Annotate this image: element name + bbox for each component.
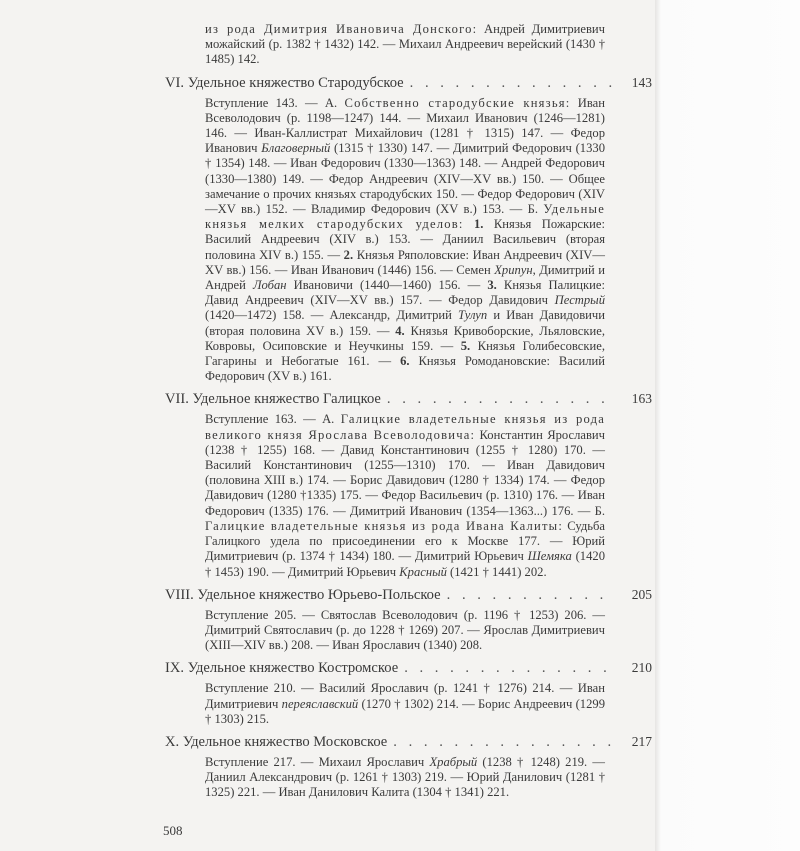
section-entry [205,412,605,579]
spaced-heading-text: из рода Димитрия Ивановича Донского: [205,22,478,36]
spaced-heading-text: Удельные князья мелких стародубских уделов: [205,202,605,232]
toc-page [160,0,652,851]
italic-epithet: Храбрый [429,754,478,769]
book-gutter [655,0,800,851]
entry-text: и Иван Давидовичи (вторая половина XV в.) 159. — [205,308,605,338]
section-title: VI. Удельное княжество Стародубское [165,74,404,91]
subsection-number: 1. [474,217,484,232]
section-heading [165,659,652,677]
entry-text: , Димитрий и Андрей [205,262,605,293]
entry-text: Вступление 210. — Василий Ярославич (р. 1241 † 1276) 214. — Иван Димитриевич [205,681,605,711]
entry-text: Константин Ярославич (1238 † 1255) 168. — Давид Константинович (1255 † 1280) 170. — Василий Константинович (1255—1310) 170. — Иван Давидович (половина XIII в.) 174. — Борис Давидович (1280 † 1334) 174. — Федор Давидович (1280 †1335) 175. — Федор Васильевич (р. 1310) 176. — Иван Федорович (1335) 176. — Димитрий Иванович (1354—1363...) 176. — Б. [205,427,605,518]
leader-dots [447,587,614,604]
entry-text: Андрей Димитриевич можайский (р. 1382 † 1432) 142. — Михаил Андреевич верейский (1430 † 1485) 142. [205,22,605,67]
section-heading [165,390,652,408]
italic-epithet: Шемяка [527,549,572,564]
section-page: 210 [631,660,652,676]
entry-text: Ивановичи (1440—1460) 156. — [286,278,488,293]
section-title: VII. Удельное княжество Галицкое [165,391,381,408]
section-entry [205,755,605,801]
leader-dots [404,660,614,677]
leader-dots [393,734,614,751]
italic-epithet: Тулуп [458,308,488,323]
section-page: 163 [631,391,652,407]
entry-text: Вступление 163. — А. [205,412,341,427]
section-page: 217 [631,733,652,749]
section-entry [205,608,605,654]
spaced-heading-text: Галицкие владетельные князья из рода Ивана Калиты: [205,518,564,533]
entry-text: (1270 † 1302) 214. — Борис Андреевич (1299 † 1303) 215. [205,696,605,726]
section-heading [165,733,652,751]
entry-text [464,217,474,231]
continuation-entry [205,22,605,68]
italic-epithet: переяславский [281,696,359,711]
entry-text: Судьба Галицкого удела по присоединении его к Москве 177. — Юрий Димитриевич (р. 1374 † 1434) 180. — Димитрий Юрьевич [205,518,605,564]
leader-dots [387,391,614,408]
entry-text: Иван Всеволодович (р. 1198—1247) 144. — Михаил Иванович (1246—1281) 146. — Иван-Каллистрат Михайлович (1281 † 1315) 147. — Федор Иванович [205,95,605,156]
entry-text: (1238 † 1248) 219. — Даниил Александрович (р. 1261 † 1303) 219. — Юрий Данилович (1281 † 1325) 221. — Иван Данилович Калита (1304 † 1341) 221. [205,754,606,800]
entry-text: (1315 † 1330) 147. — Димитрий Федорович (1330 † 1354) 148. — Иван Федорович (1330—1363) 148. — Андрей Федорович (1330—1380) 149. — Федор Андреевич (XIV—XV вв.) 150. — Общее замечание о прочих князьях стародубских 150. — Федор Федорович (XIV—XV вв.) 152. — Владимир Федорович (XV в.) 153. — Б. [205,141,605,217]
section-entry [205,681,605,727]
section-title: X. Удельное княжество Московское [165,733,388,750]
italic-epithet: Благоверный [261,141,331,156]
spaced-heading-text: Галицкие владетельные князья из рода великого князя Ярослава Всеволодовича: [205,412,605,442]
italic-epithet: Лобан [252,278,287,293]
section-page: 143 [631,74,652,90]
entry-text: (1420 † 1453) 190. — Димитрий Юрьевич [205,549,605,579]
entry-text: Князья Голибесовские, Гагарины и Небогатые 161. — [205,338,605,369]
section-heading [165,586,652,604]
entry-text: (1421 † 1441) 202. [446,564,547,579]
page-number: 508 [163,822,183,838]
section-title: IX. Удельное княжество Костромское [165,660,399,677]
spaced-heading-text: Собственно стародубские князья: [344,95,571,110]
section-page: 205 [631,586,652,602]
entry-text: Вступление 143. — А. [205,95,345,110]
subsection-number: 5. [460,338,471,353]
italic-epithet: Пестрый [554,293,605,308]
section-entry [205,96,605,385]
subsection-number: 3. [487,278,497,293]
section-title: VIII. Удельное княжество Юрьево-Польское [165,586,441,603]
entry-text: (1420—1472) 158. — Александр, Димитрий [205,308,459,323]
subsection-number: 2. [343,247,354,262]
italic-epithet: Красный [399,564,447,579]
subsection-number: 4. [395,323,405,338]
entry-text: Князья Ряполовские: Иван Андреевич (XIV—XV вв.) 156. — Иван Иванович (1446) 156. — Семен [205,247,605,277]
toc-sections [160,74,652,801]
entry-text: Князья Ромодановские: Василий Федорович (XV в.) 161. [205,354,605,384]
entry-text: Вступление 205. — Святослав Всеволодович (р. 1196 † 1253) 206. — Димитрий Святославич (р. до 1228 † 1269) 207. — Ярослав Димитриевич (XIII—XIV вв.) 208. — Иван Ярославич (1340) 208. [205,607,605,653]
entry-text: Князья Пожарские: Василий Андреевич (XIV в.) 153. — Даниил Васильевич (вторая половина XIV в.) 155. — [205,217,605,262]
italic-epithet: Хрипун [494,262,533,277]
entry-text: Вступление 217. — Михаил Ярославич [205,754,430,769]
leader-dots [410,75,614,92]
entry-text: Князья Кривоборские, Льяловские, Ковровы, Осиповские и Неучкины 159. — [205,323,605,353]
entry-text: Князья Палицкие: Давид Андреевич (XIV—XV вв.) 157. — Федор Давидович [205,278,605,308]
section-heading [165,74,652,92]
subsection-number: 6. [400,354,410,369]
